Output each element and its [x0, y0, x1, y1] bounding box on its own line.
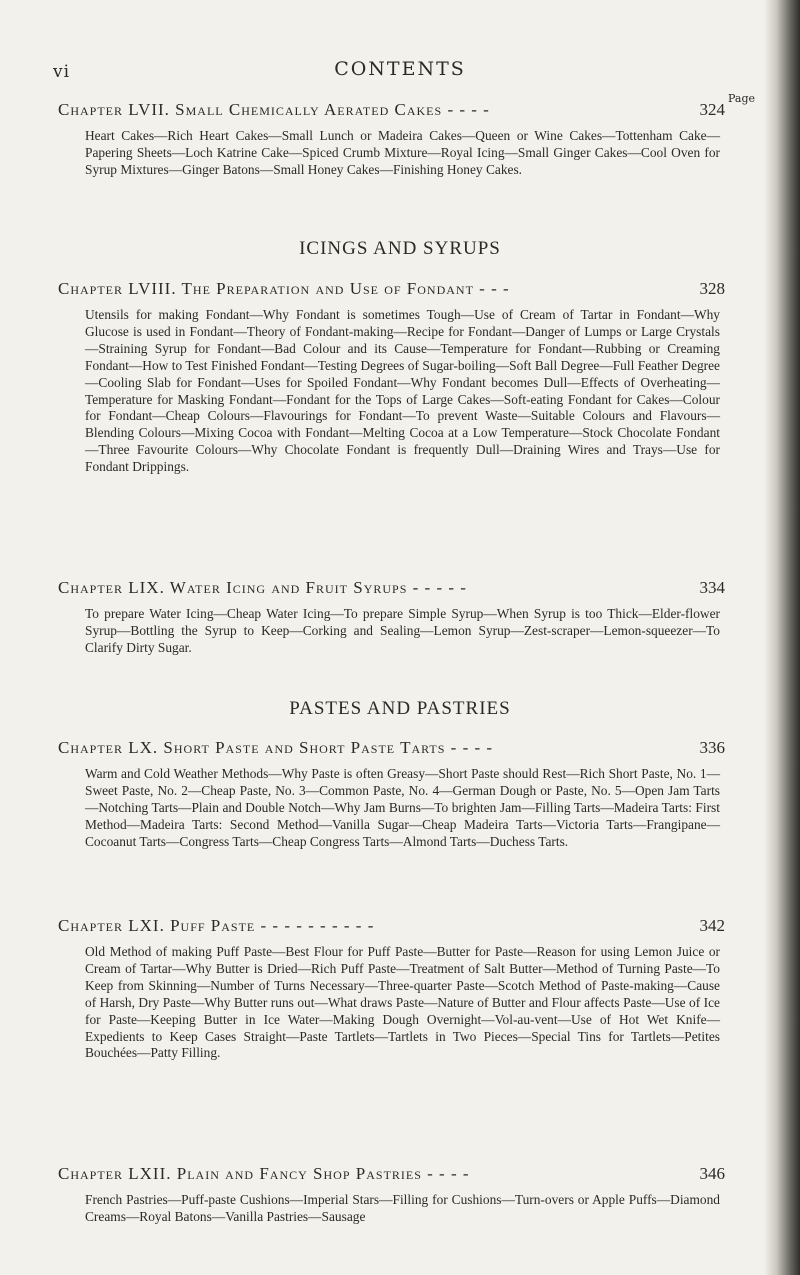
chapter-entry: [58, 578, 724, 657]
chapter-topics: Warm and Cold Weather Methods—Why Paste is often Greasy—Short Paste should Rest—Rich Short Paste, No. 1—Sweet Paste, No. 2—Cheap Paste, No. 3—Common Paste, No. 4—German Dough or Paste, No. 5—Open Jam Tarts—Notching Tarts—Plain and Double Notch—Why Jam Burns—To brighten Jam—Filling Tarts—Madeira Tarts: First Method—Madeira Tarts: Second Method—Vanilla Sugar—Cheap Madeira Tarts—Victoria Tarts—Frangipane—Cocoanut Tarts—Congress Tarts—Cheap Congress Tarts—Almond Tarts—Duchess Tarts.: [85, 766, 720, 849]
running-title: CONTENTS: [334, 58, 466, 80]
chapter-page-number: 334: [699, 578, 725, 597]
chapter-topics: Old Method of making Puff Paste—Best Flour for Puff Paste—Butter for Paste—Reason for using Lemon Juice or Cream of Tartar—Why Butter is Dried—Rich Puff Paste—Treatment of Salt Butter—Method of Turning Paste—To Keep from Skinning—Number of Turns Necessary—Three-quarter Paste—Scotch Method of Paste-making—Cause of Harsh, Dry Paste—Why Butter runs out—What draws Paste—Nature of Butter and Flour affects Paste—Use of Ice for Paste—Keeping Butter in Ice Water—Making Dough Overnight—Vol-au-vent—Use of Hot Wet Knife—Expedients to Keep Cases Straight—Paste Tartlets—Tartlets in Two Pieces—Special Tins for Tartlets—Petites Bouchées—Patty Filling.: [85, 944, 720, 1061]
chapter-topics: Utensils for making Fondant—Why Fondant is sometimes Tough—Use of Cream of Tartar in Fondant—Why Glucose is used in Fondant—Theory of Fondant-making—Recipe for Fondant—Danger of Lumps or Large Crystals—Straining Syrup for Fondant—Bad Colour and its Cause—Temperature for Fondant—Rubbing or Creaming Fondant—How to Test Finished Fondant—Testing Degrees of Sugar-boiling—Soft Ball Degree—Full Feather Degree—Cooling Slab for Fondant—Uses for Spoiled Fondant—Why Fondant becomes Dull—Effects of Overheating—Temperature for Masking Fondant—Fondant for the Tops of Large Cakes—Soft-eating Fondant for Cakes—Colour for Fondant—Cheap Colours—Flavourings for Fondant—To prevent Waste—Suitable Colours and Flavours—Blending Colours—Mixing Cocoa with Fondant—Melting Cocoa at a Low Temperature—Stock Chocolate Fondant—Three Favourite Colours—Why Chocolate Fondant is frequently Dull—Draining Wires and Trays—Use for Fondant Drippings.: [85, 307, 720, 475]
chapter-topics: Heart Cakes—Rich Heart Cakes—Small Lunch or Madeira Cakes—Queen or Wine Cakes—Tottenham Cake—Papering Sheets—Loch Katrine Cake—Spiced Crumb Mixture—Royal Icing—Small Ginger Cakes—Cool Oven for Syrup Mixtures—Ginger Batons—Small Honey Cakes—Finishing Honey Cakes.: [85, 128, 720, 177]
section-title-icings: ICINGS AND SYRUPS: [299, 238, 501, 259]
section-title-pastes: PASTES AND PASTRIES: [289, 698, 511, 719]
chapter-entry: [58, 1164, 724, 1226]
chapter-topics: French Pastries—Puff-paste Cushions—Imperial Stars—Filling for Cushions—Turn-overs or Apple Puffs—Diamond Creams—Royal Batons—Vanilla Pastries—Sausage: [85, 1192, 720, 1224]
chapter-heading: [58, 100, 724, 122]
page-column-label: Page: [728, 92, 756, 105]
chapter-page-number: 324: [699, 100, 725, 119]
chapter-title: Chapter LXI. Puff Paste - - - - - - - - - -: [58, 916, 375, 935]
chapter-title: Chapter LXII. Plain and Fancy Shop Pastries - - - -: [58, 1164, 470, 1183]
chapter-entry: [58, 100, 724, 179]
chapter-page-number: 346: [699, 1164, 725, 1183]
chapter-entry: [58, 279, 724, 476]
chapter-title: Chapter LIX. Water Icing and Fruit Syrups - - - - -: [58, 578, 467, 597]
chapter-heading: [58, 738, 724, 760]
chapter-entry: [58, 738, 724, 851]
chapter-title: Chapter LVII. Small Chemically Aerated Cakes - - - -: [58, 100, 490, 119]
chapter-heading: [58, 279, 724, 301]
chapter-heading: [58, 578, 724, 600]
folio-number: vi: [53, 62, 71, 82]
chapter-heading: [58, 1164, 724, 1186]
chapter-title: Chapter LX. Short Paste and Short Paste Tarts - - - -: [58, 738, 494, 757]
chapter-topics: To prepare Water Icing—Cheap Water Icing—To prepare Simple Syrup—When Syrup is too Thick—Elder-flower Syrup—Bottling the Syrup to Keep—Corking and Sealing—Lemon Syrup—Zest-scraper—Lemon-squeezer—To Clarify Dirty Sugar.: [85, 606, 720, 655]
chapter-entry: [58, 916, 724, 1062]
chapter-page-number: 328: [699, 279, 725, 298]
chapter-heading: [58, 916, 724, 938]
page-edge-shadow: [764, 0, 800, 1275]
chapter-title: Chapter LVIII. The Preparation and Use of Fondant - - -: [58, 279, 510, 298]
chapter-page-number: 342: [699, 916, 725, 935]
chapter-page-number: 336: [699, 738, 725, 757]
